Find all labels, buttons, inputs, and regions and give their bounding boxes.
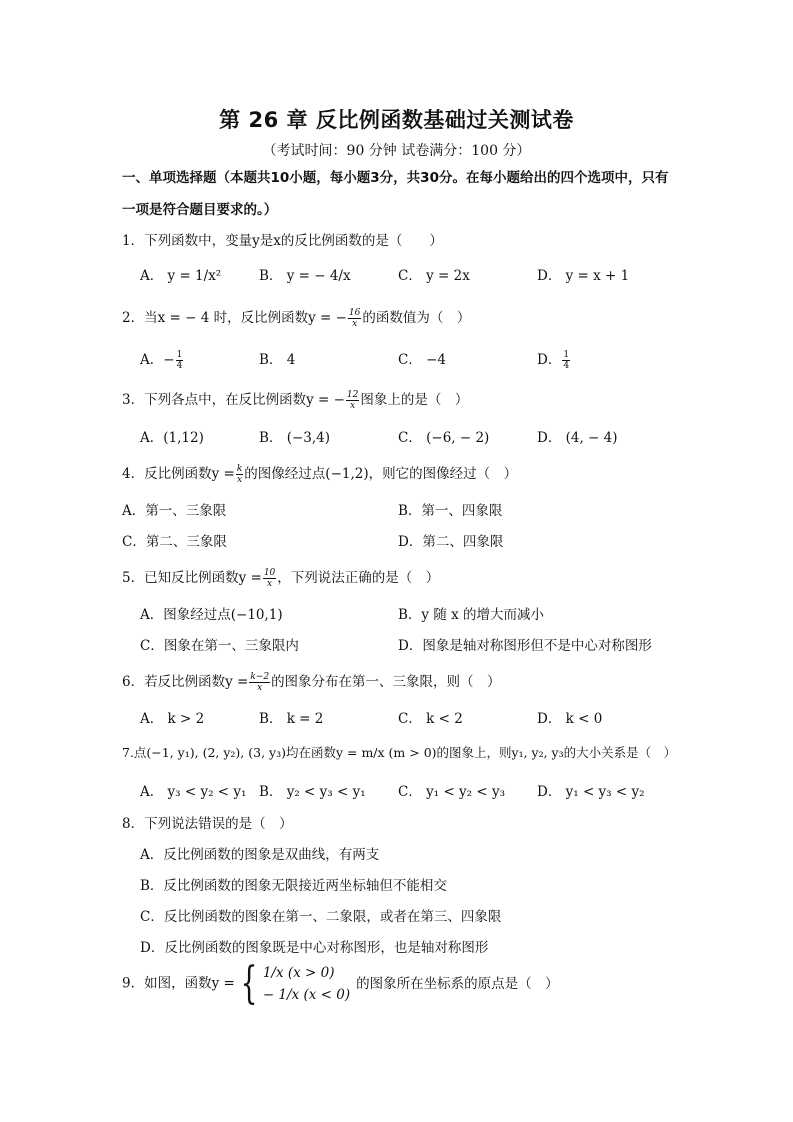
q6-frac-den: x <box>257 683 263 693</box>
q1-option-c: C． y = 2x <box>398 268 470 284</box>
q4-option-a: A．第一、三象限 <box>122 503 227 519</box>
question-2 <box>122 306 470 329</box>
q6-option-b: B． k = 2 <box>259 711 324 727</box>
q9-case-2: − 1/x (x < 0) <box>262 987 351 1003</box>
q3-frac-den: x <box>350 401 356 411</box>
q2-option-d <box>537 348 571 371</box>
page-title: 第 26 章 反比例函数基础过关测试卷 <box>219 108 574 132</box>
q1-option-a: A． y = 1/x² <box>140 268 222 284</box>
q4-option-c: C．第二、三象限 <box>122 534 227 550</box>
q8-option-b: B．反比例函数的图象无限接近两坐标轴但不能相交 <box>140 878 447 894</box>
q4-option-b: B．第一、四象限 <box>398 503 503 519</box>
q5-option-d: D．图象是轴对称图形但不是中心对称图形 <box>398 638 652 654</box>
q4-text-post: 的图像经过点(−1,2)，则它的图像经过（ ） <box>244 466 518 482</box>
q2-option-b: B． 4 <box>259 352 296 368</box>
q3-text-post: 图象上的是（ ） <box>360 392 469 408</box>
q6-option-d: D． k < 0 <box>537 711 603 727</box>
q9-case-1: 1/x (x > 0) <box>262 965 335 981</box>
q8-option-c: C．反比例函数的图象在第一、二象限，或者在第三、四象限 <box>140 909 502 925</box>
q6-fraction <box>249 672 270 693</box>
question-3 <box>122 388 468 411</box>
q5-frac-num: 10 <box>263 568 276 578</box>
question-1: 1．下列函数中，变量y是x的反比例函数的是（ ） <box>122 233 443 249</box>
question-9 <box>122 958 559 1009</box>
q4-fraction <box>236 464 243 485</box>
q3-fraction <box>346 390 359 411</box>
q4-option-d: D．第二、四象限 <box>398 534 504 550</box>
question-6 <box>122 670 501 693</box>
exam-info: （考试时间：90 分钟 试卷满分：100 分） <box>262 143 531 159</box>
q8-option-d: D．反比例函数的图象既是中心对称图形，也是轴对称图形 <box>140 940 489 956</box>
question-7: 7.点(−1, y₁), (2, y₂), (3, y₃)均在函数y = m/x (m > 0)的图象上，则y₁, y₂, y₃的大小关系是（ ） <box>122 745 677 760</box>
q3-option-c: C． (−6, − 2) <box>398 430 490 446</box>
q1-option-d: D． y = x + 1 <box>537 268 630 284</box>
q9-brace: { <box>240 958 258 1009</box>
q3-frac-num: 12 <box>346 390 359 400</box>
section-heading-line2: 一项是符合题目要求的。） <box>122 202 278 218</box>
q2-option-c: C． −4 <box>398 352 447 368</box>
q5-option-b: B．y 随 x 的增大而减小 <box>398 607 545 623</box>
q5-option-a: A．图象经过点(−10,1) <box>140 607 283 623</box>
question-4 <box>122 462 517 485</box>
q2-frac-den: x <box>352 319 358 329</box>
q4-frac-num: k <box>236 464 243 474</box>
q2-fraction <box>348 308 361 329</box>
q5-frac-den: x <box>267 579 273 589</box>
q2-option-a-frac: $\frac{1}{4}$ <box>176 350 183 371</box>
q5-fraction <box>263 568 276 589</box>
q9-text-pre: 9．如图，函数y = <box>122 975 235 992</box>
q3-option-b: B． (−3,4) <box>259 430 331 446</box>
section-heading-line1: 一、单项选择题（本题共10小题，每小题3分，共30分。在每小题给出的四个选项中，只有 <box>122 170 669 186</box>
q9-cases <box>263 962 350 1006</box>
q6-text-post: 的图象分布在第一、三象限，则（ ） <box>271 674 501 690</box>
q2-text-post: 的函数值为（ ） <box>362 310 471 326</box>
q4-frac-den: x <box>237 475 243 485</box>
q3-option-d: D． (4, − 4) <box>537 430 618 446</box>
q7-option-a: A． y₃ < y₂ < y₁ <box>140 784 247 800</box>
q5-option-c: C．图象在第一、三象限内 <box>140 638 299 654</box>
q6-option-c: C． k < 2 <box>398 711 463 727</box>
q7-option-c: C． y₁ < y₂ < y₃ <box>398 784 506 800</box>
q6-frac-num: k−2 <box>250 672 270 682</box>
q6-text-pre: 6．若反比例函数y = <box>122 674 249 690</box>
q2-option-d-label: D． <box>537 352 562 368</box>
q2-text-pre: 2．当x = − 4 时，反比例函数y = − <box>122 310 347 326</box>
q1-option-b: B． y = − 4/x <box>259 268 351 284</box>
q3-option-a: A．(1,12) <box>140 430 204 446</box>
q2-option-a-label: A．− <box>140 352 175 368</box>
q6-option-a: A． k > 2 <box>140 711 205 727</box>
q9-text-post: 的图象所在坐标系的原点是（ ） <box>356 975 559 992</box>
q5-text-post: ，下列说法正确的是（ ） <box>277 570 440 586</box>
q7-option-d: D． y₁ < y₃ < y₂ <box>537 784 645 800</box>
q4-text-pre: 4．反比例函数y = <box>122 466 235 482</box>
q2-option-d-frac: $\frac{1}{4}$ <box>563 350 570 371</box>
q7-option-b: B． y₂ < y₃ < y₁ <box>259 784 366 800</box>
q2-option-a <box>140 348 184 371</box>
q5-text-pre: 5．已知反比例函数y = <box>122 570 262 586</box>
q3-text-pre: 3．下列各点中，在反比例函数y = − <box>122 392 345 408</box>
q2-frac-num: 16 <box>348 308 361 318</box>
question-5 <box>122 566 439 589</box>
question-8: 8．下列说法错误的是（ ） <box>122 816 293 832</box>
q8-option-a: A．反比例函数的图象是双曲线，有两支 <box>140 847 380 863</box>
